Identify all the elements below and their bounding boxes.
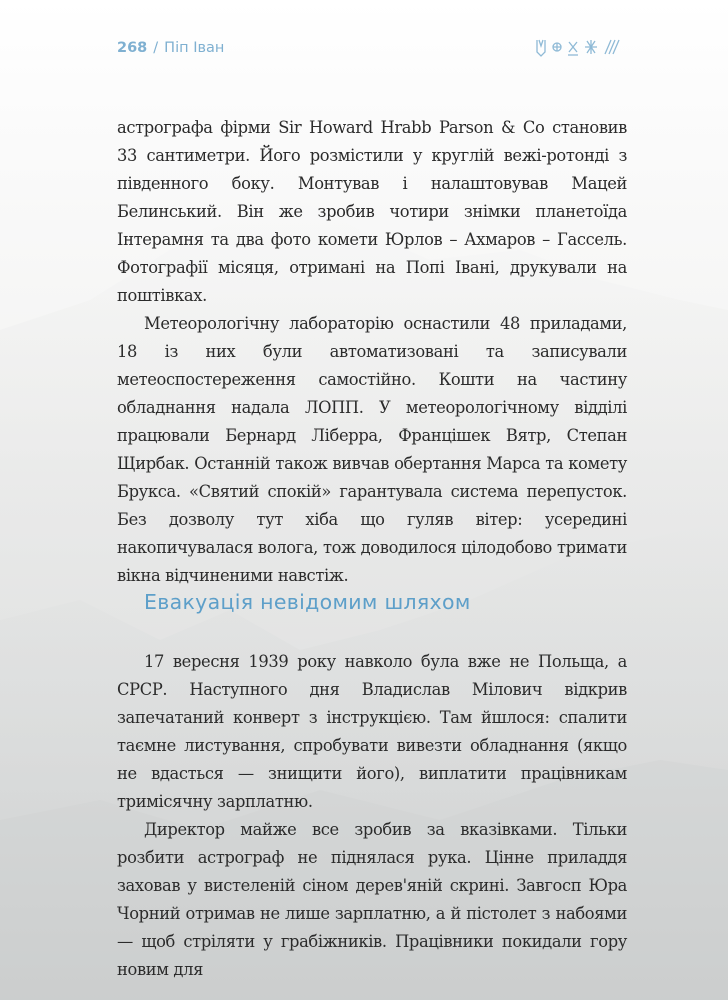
paragraph: астрографа фірми Sir Howard Hrabb Parson & Co становив 33 сантиметри. Його розмістили у круглій вежі-ротонді з південного боку. Монтував і налаштовував Мацей Белинський. Він же зробив чотири знімки планетоїда Інтерамня та два фото комети Юрлов – Ахмаров – Гассель. Фотографії місяця, отримані на Попі Івані, друкували на поштівках.	[117, 118, 627, 305]
header-title: Піп Іван	[164, 40, 225, 56]
paragraph: Директор майже все зробив за вказівками. Тільки розбити астрограф не піднялася рука. Цінне приладдя заховав у вистеленій сіном дерев'яній скрині. Завгосп Юра Чорний отримав не лише зарплатню, а й пістолет з набоями — щоб стріляти у грабіжників. Працівники покидали гору новим для	[117, 820, 627, 979]
header-separator: /	[153, 40, 159, 56]
body-text-section-1	[117, 114, 627, 590]
section-heading: Евакуація невідомим шляхом	[144, 590, 471, 614]
running-header	[117, 36, 224, 60]
paragraph: 17 вересня 1939 року навколо була вже не Польща, а СРСР. Наступного дня Владислав Мілович відкрив запечатаний конверт з інструкцією. Там йшлося: спалити таємне листування, спробувати вивезти обладнання (якщо не вдасться — знищити його), виплатити працівникам тримісячну зарплатню.	[117, 652, 627, 811]
page-number: 268	[117, 40, 148, 56]
paragraph: Метеорологічну лабораторію оснастили 48 приладами, 18 із них були автоматизовані та записували метеоспостереження самостійно. Кошти на частину обладнання надала ЛОПП. У метеорологічному відділі працювали Бернард Ліберра, Францішек Вятр, Степан Щирбак. Останній також вивчав обертання Марса та комету Брукса. «Святий спокій» гарантувала система перепусток. Без дозволу тут хіба що гуляв вітер: усередині накопичувалася волога, тож доводилося цілодобово тримати вікна відчиненими навстіж.	[117, 314, 627, 585]
body-text-section-2	[117, 648, 627, 984]
folk-ornament-icon	[533, 36, 623, 58]
